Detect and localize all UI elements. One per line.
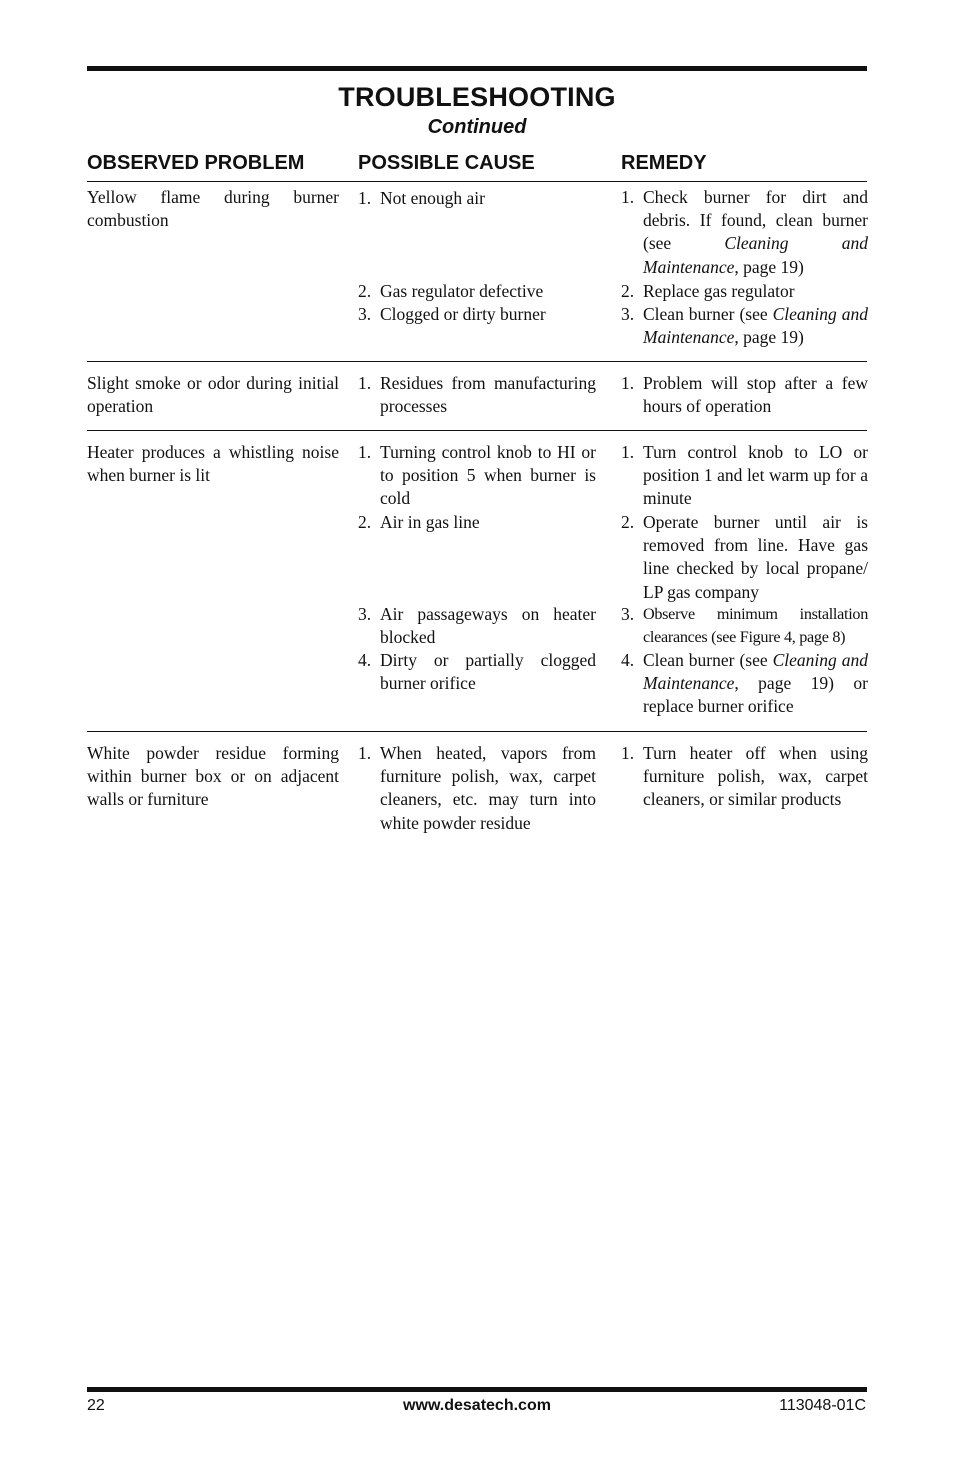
- remedy-number: 1.: [621, 743, 635, 763]
- remedy-text-post: , page 19) or replace burner orifice: [643, 673, 868, 717]
- cause-number: 1.: [358, 373, 372, 393]
- cause-number: 4.: [358, 650, 372, 670]
- remedy-number: 2.: [621, 281, 635, 301]
- column-header-cause: POSSIBLE CAUSE: [358, 152, 535, 174]
- remedy-text: [643, 511, 868, 604]
- remedy-text-pre: Problem will stop after a few hours of operation: [643, 373, 868, 417]
- remedy-text: [643, 303, 868, 349]
- footer-rule: [87, 1387, 867, 1392]
- cause-text: Not enough air: [380, 188, 485, 208]
- remedy-number: 2.: [621, 512, 635, 532]
- problem-cell: Heater produces a whistling noise when burner is lit: [87, 442, 339, 486]
- row-divider: [87, 430, 867, 431]
- remedy-text-pre: Clean burner (see: [643, 304, 773, 324]
- remedy-number: 1.: [621, 373, 635, 393]
- remedy-text: [643, 280, 868, 303]
- remedy-text-reference: Cleaning and Maintenance: [643, 233, 868, 277]
- top-rule: [87, 66, 867, 71]
- problem-cell: Yellow flame during burner combustion: [87, 187, 339, 231]
- remedy-text-pre: Replace gas regulator: [643, 281, 795, 301]
- remedy-number: 1.: [621, 187, 635, 207]
- remedy-number: 4.: [621, 650, 635, 670]
- remedy-text-pre: Clean burner (see: [643, 650, 773, 670]
- cause-text: Residues from manufacturing processes: [380, 373, 596, 417]
- cause-text: Dirty or partially clogged burner orifice: [380, 650, 596, 694]
- remedy-text-post: , page 19): [734, 256, 804, 277]
- remedy-text: [643, 186, 868, 279]
- cause-text: Air in gas line: [380, 512, 480, 532]
- remedy-text-pre: Operate burner until air is removed from line. Have gas line checked by local propane/ LP gas company: [643, 512, 868, 602]
- remedy-number: 3.: [621, 304, 635, 324]
- remedy-text: [643, 372, 868, 418]
- cause-text: Gas regulator defective: [380, 281, 544, 301]
- remedy-number: 1.: [621, 442, 635, 462]
- cause-number: 1.: [358, 442, 372, 462]
- remedy-text: [643, 441, 868, 511]
- problem-cell: White powder residue forming within burner box or on adjacent walls or furniture: [87, 743, 339, 810]
- cause-number: 1.: [358, 188, 372, 208]
- remedy-text: [643, 649, 868, 719]
- remedy-text-pre: Turn heater off when using furniture polish, wax, carpet cleaners, or similar products: [643, 743, 868, 810]
- remedy-text-reference: Cleaning and Maintenance: [643, 304, 868, 348]
- header-rule: [87, 181, 867, 182]
- cause-text: When heated, vapors from furniture polish, wax, carpet cleaners, etc. may turn into white powder residue: [380, 743, 596, 833]
- cause-number: 2.: [358, 512, 372, 532]
- remedy-text-pre: Observe minimum installation clearances (see Figure 4, page 8): [643, 605, 868, 647]
- page-title: TROUBLESHOOTING: [338, 82, 616, 112]
- remedy-number: 3.: [621, 604, 635, 624]
- cause-number: 3.: [358, 604, 372, 624]
- cause-number: 1.: [358, 743, 372, 763]
- cause-text: Clogged or dirty burner: [380, 304, 546, 324]
- problem-cell: Slight smoke or odor during initial operation: [87, 373, 339, 417]
- page-subtitle: Continued: [427, 116, 527, 138]
- row-divider: [87, 361, 867, 362]
- row-divider: [87, 731, 867, 732]
- cause-number: 2.: [358, 281, 372, 301]
- column-header-remedy: REMEDY: [621, 152, 707, 174]
- cause-text: Air passageways on heater blocked: [380, 604, 596, 648]
- cause-text: Turning control knob to HI or to position 5 when burner is cold: [380, 442, 596, 509]
- cause-number: 3.: [358, 304, 372, 324]
- remedy-text: [643, 742, 868, 812]
- page-number: 22: [87, 1397, 105, 1414]
- column-header-problem: OBSERVED PROBLEM: [87, 152, 305, 174]
- remedy-text-reference: Cleaning and Maintenance: [643, 650, 868, 694]
- remedy-text-post: , page 19): [734, 327, 804, 348]
- remedy-text: [643, 603, 868, 649]
- remedy-text-pre: Turn control knob to LO or position 1 and let warm up for a minute: [643, 442, 868, 509]
- document-number: 113048-01C: [779, 1397, 866, 1414]
- website-link[interactable]: www.desatech.com: [403, 1397, 551, 1414]
- remedy-text-pre: Check burner for dirt and debris. If found, clean burner (see: [643, 187, 868, 254]
